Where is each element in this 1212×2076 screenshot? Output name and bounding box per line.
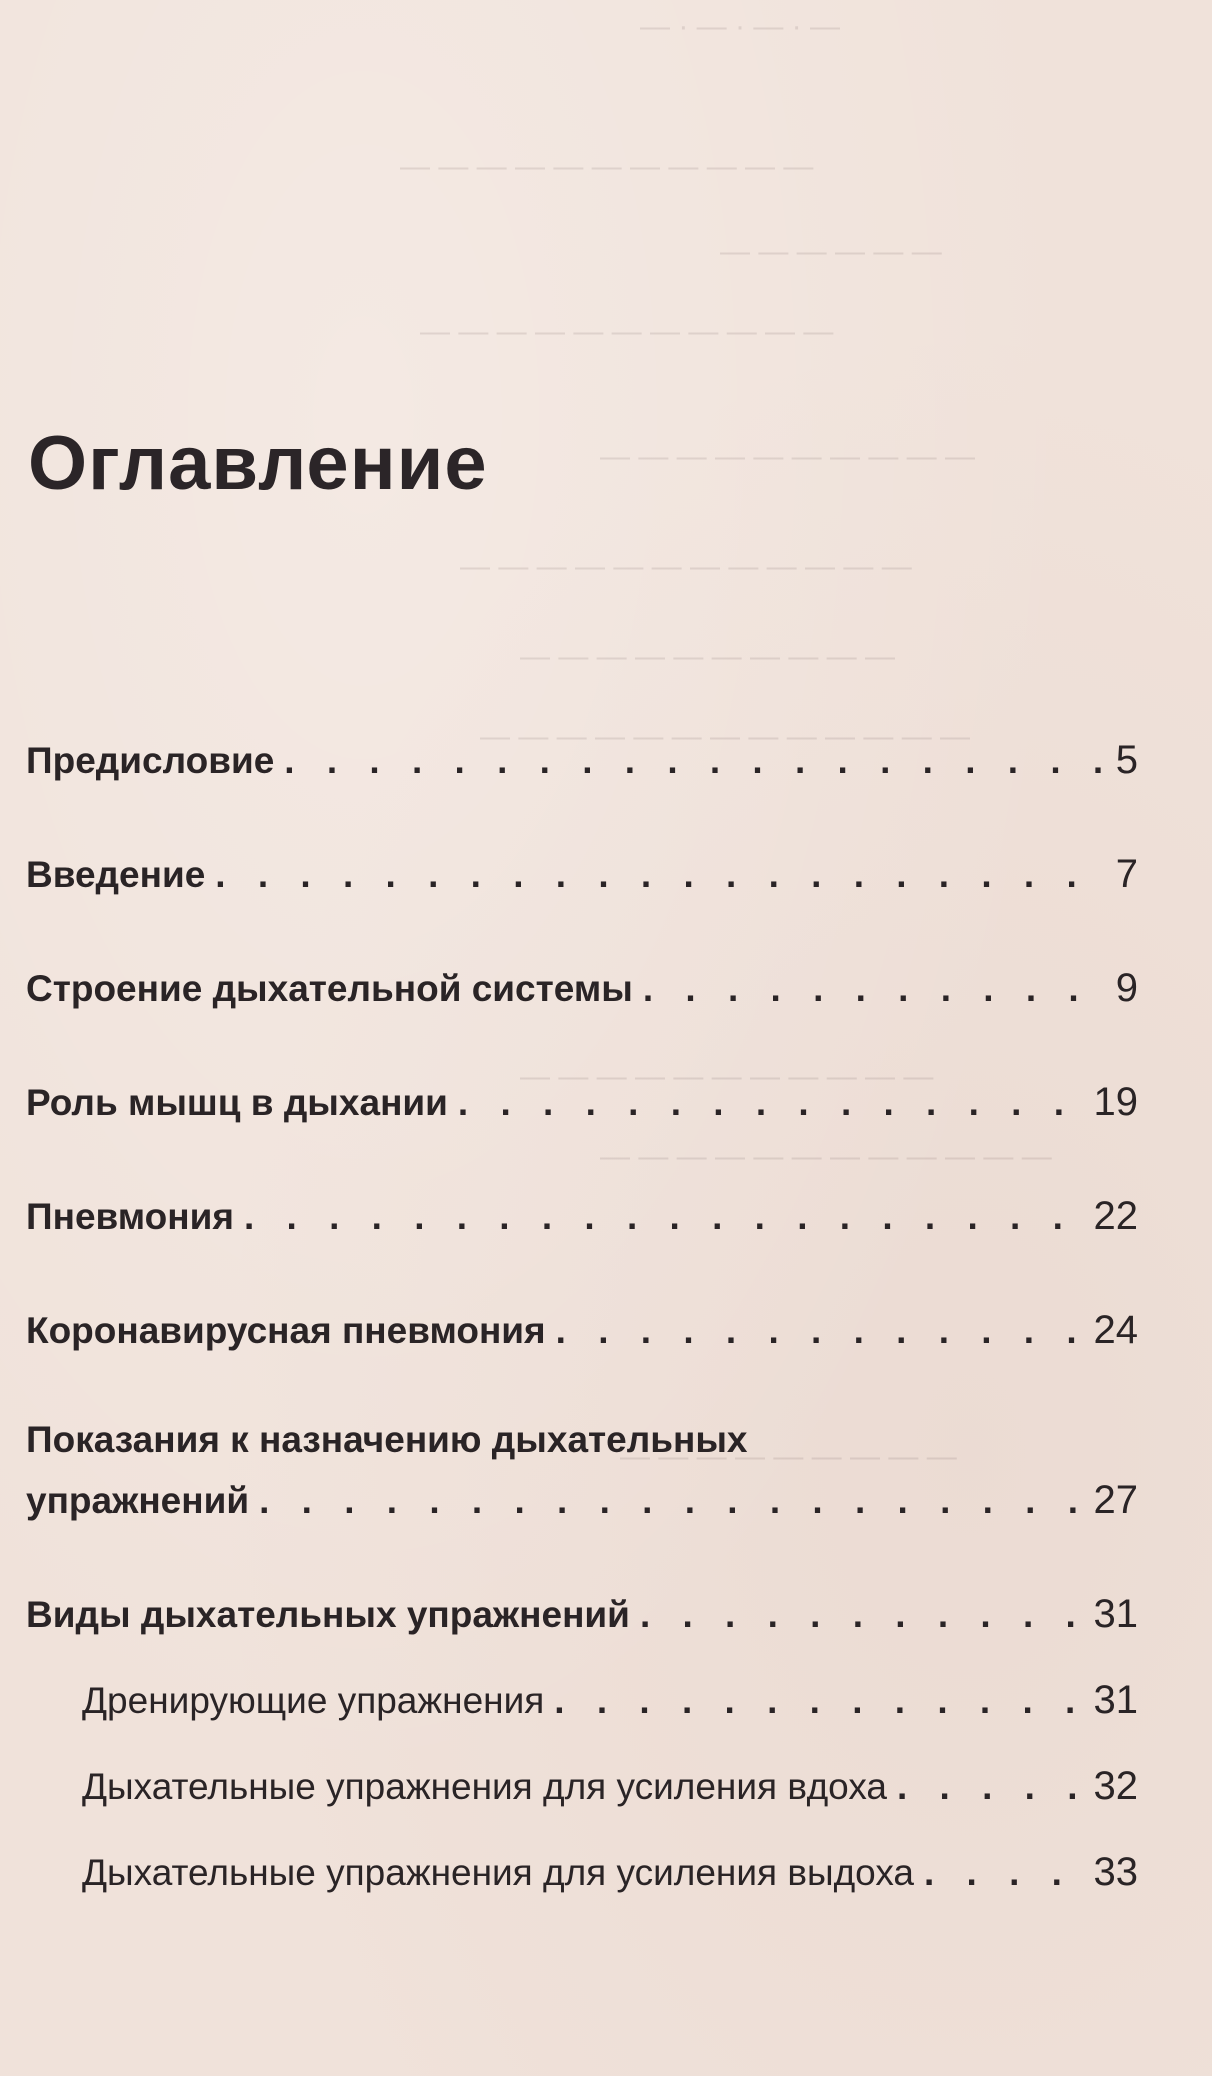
toc-entry-label-line2: упражнений (26, 1480, 250, 1521)
show-through-text: — — — — — — — — — — — (400, 150, 814, 183)
toc-page-number: 19 (1093, 1080, 1138, 1124)
leader-dots (643, 967, 1110, 1011)
toc-page-number: 31 (1093, 1592, 1138, 1636)
show-through-text: — — — — — — (720, 235, 942, 268)
toc-entry[interactable] (26, 738, 1138, 783)
leader-dots (215, 853, 1109, 897)
leader-dots (924, 1851, 1088, 1895)
show-through-text: — — — — — — — — — — — (420, 315, 834, 348)
leader-dots (897, 1765, 1088, 1809)
show-through-text: — · — · — · — (640, 10, 840, 43)
toc-subentry[interactable] (82, 1764, 1138, 1809)
toc-entry-label-line1: Показания к назначению дыхательных (26, 1419, 748, 1460)
toc-page-number: 31 (1093, 1678, 1138, 1722)
leader-dots (640, 1593, 1088, 1637)
toc-page-number: 7 (1115, 852, 1138, 896)
toc-subentry[interactable] (82, 1678, 1138, 1723)
toc-subentry-label: Дыхательные упражнения для усиления выдоха (82, 1852, 914, 1893)
toc-entry[interactable] (26, 1308, 1138, 1353)
show-through-text: — — — — — — — — — — — — (600, 1140, 1052, 1173)
toc-entry[interactable] (26, 1592, 1138, 1637)
toc-page-number: 9 (1115, 966, 1138, 1010)
toc-subentry[interactable] (82, 1850, 1138, 1895)
show-through-text: — — — — — — — — — — — — — (480, 720, 971, 753)
toc-entry-label: Введение (26, 854, 206, 895)
leader-dots (458, 1081, 1088, 1125)
leader-dots (284, 739, 1109, 783)
leader-dots (259, 1479, 1087, 1523)
toc-entry[interactable] (26, 1194, 1138, 1239)
toc-entry-label: Пневмония (26, 1196, 234, 1237)
toc-entry[interactable] (26, 1080, 1138, 1125)
toc-entry[interactable] (26, 966, 1138, 1011)
show-through-text: — — — — — — — — — — — (520, 1060, 934, 1093)
toc-page-number: 27 (1093, 1478, 1138, 1522)
toc-subentry-label: Дыхательные упражнения для усиления вдоха (82, 1766, 887, 1807)
toc-page-number: 24 (1093, 1308, 1138, 1352)
toc-page-number: 22 (1093, 1194, 1138, 1238)
show-through-text: — — — — — — — — — (620, 1440, 957, 1473)
toc-entry-label: Виды дыхательных упражнений (26, 1594, 630, 1635)
toc-page-number: 32 (1093, 1764, 1138, 1808)
leader-dots (556, 1309, 1088, 1353)
toc-entry-label: Роль мышц в дыхании (26, 1082, 448, 1123)
toc-page-number: 5 (1115, 738, 1138, 782)
toc-entry[interactable] (26, 1419, 1138, 1523)
page-title: Оглавление (28, 421, 488, 506)
toc-entry-label: Предисловие (26, 740, 275, 781)
show-through-text: — — — — — — — — — — (600, 440, 976, 473)
toc-subentry-label: Дренирующие упражнения (82, 1680, 545, 1721)
toc-entry-label: Коронавирусная пневмония (26, 1310, 546, 1351)
leader-dots (554, 1679, 1087, 1723)
show-through-text: — — — — — — — — — — (520, 640, 896, 673)
show-through-text: — — — — — — — — — — — — (460, 550, 912, 583)
leader-dots (244, 1195, 1088, 1239)
toc-page-number: 33 (1093, 1850, 1138, 1894)
toc-entry[interactable] (26, 852, 1138, 897)
toc-entry-label: Строение дыхательной системы (26, 968, 633, 1009)
